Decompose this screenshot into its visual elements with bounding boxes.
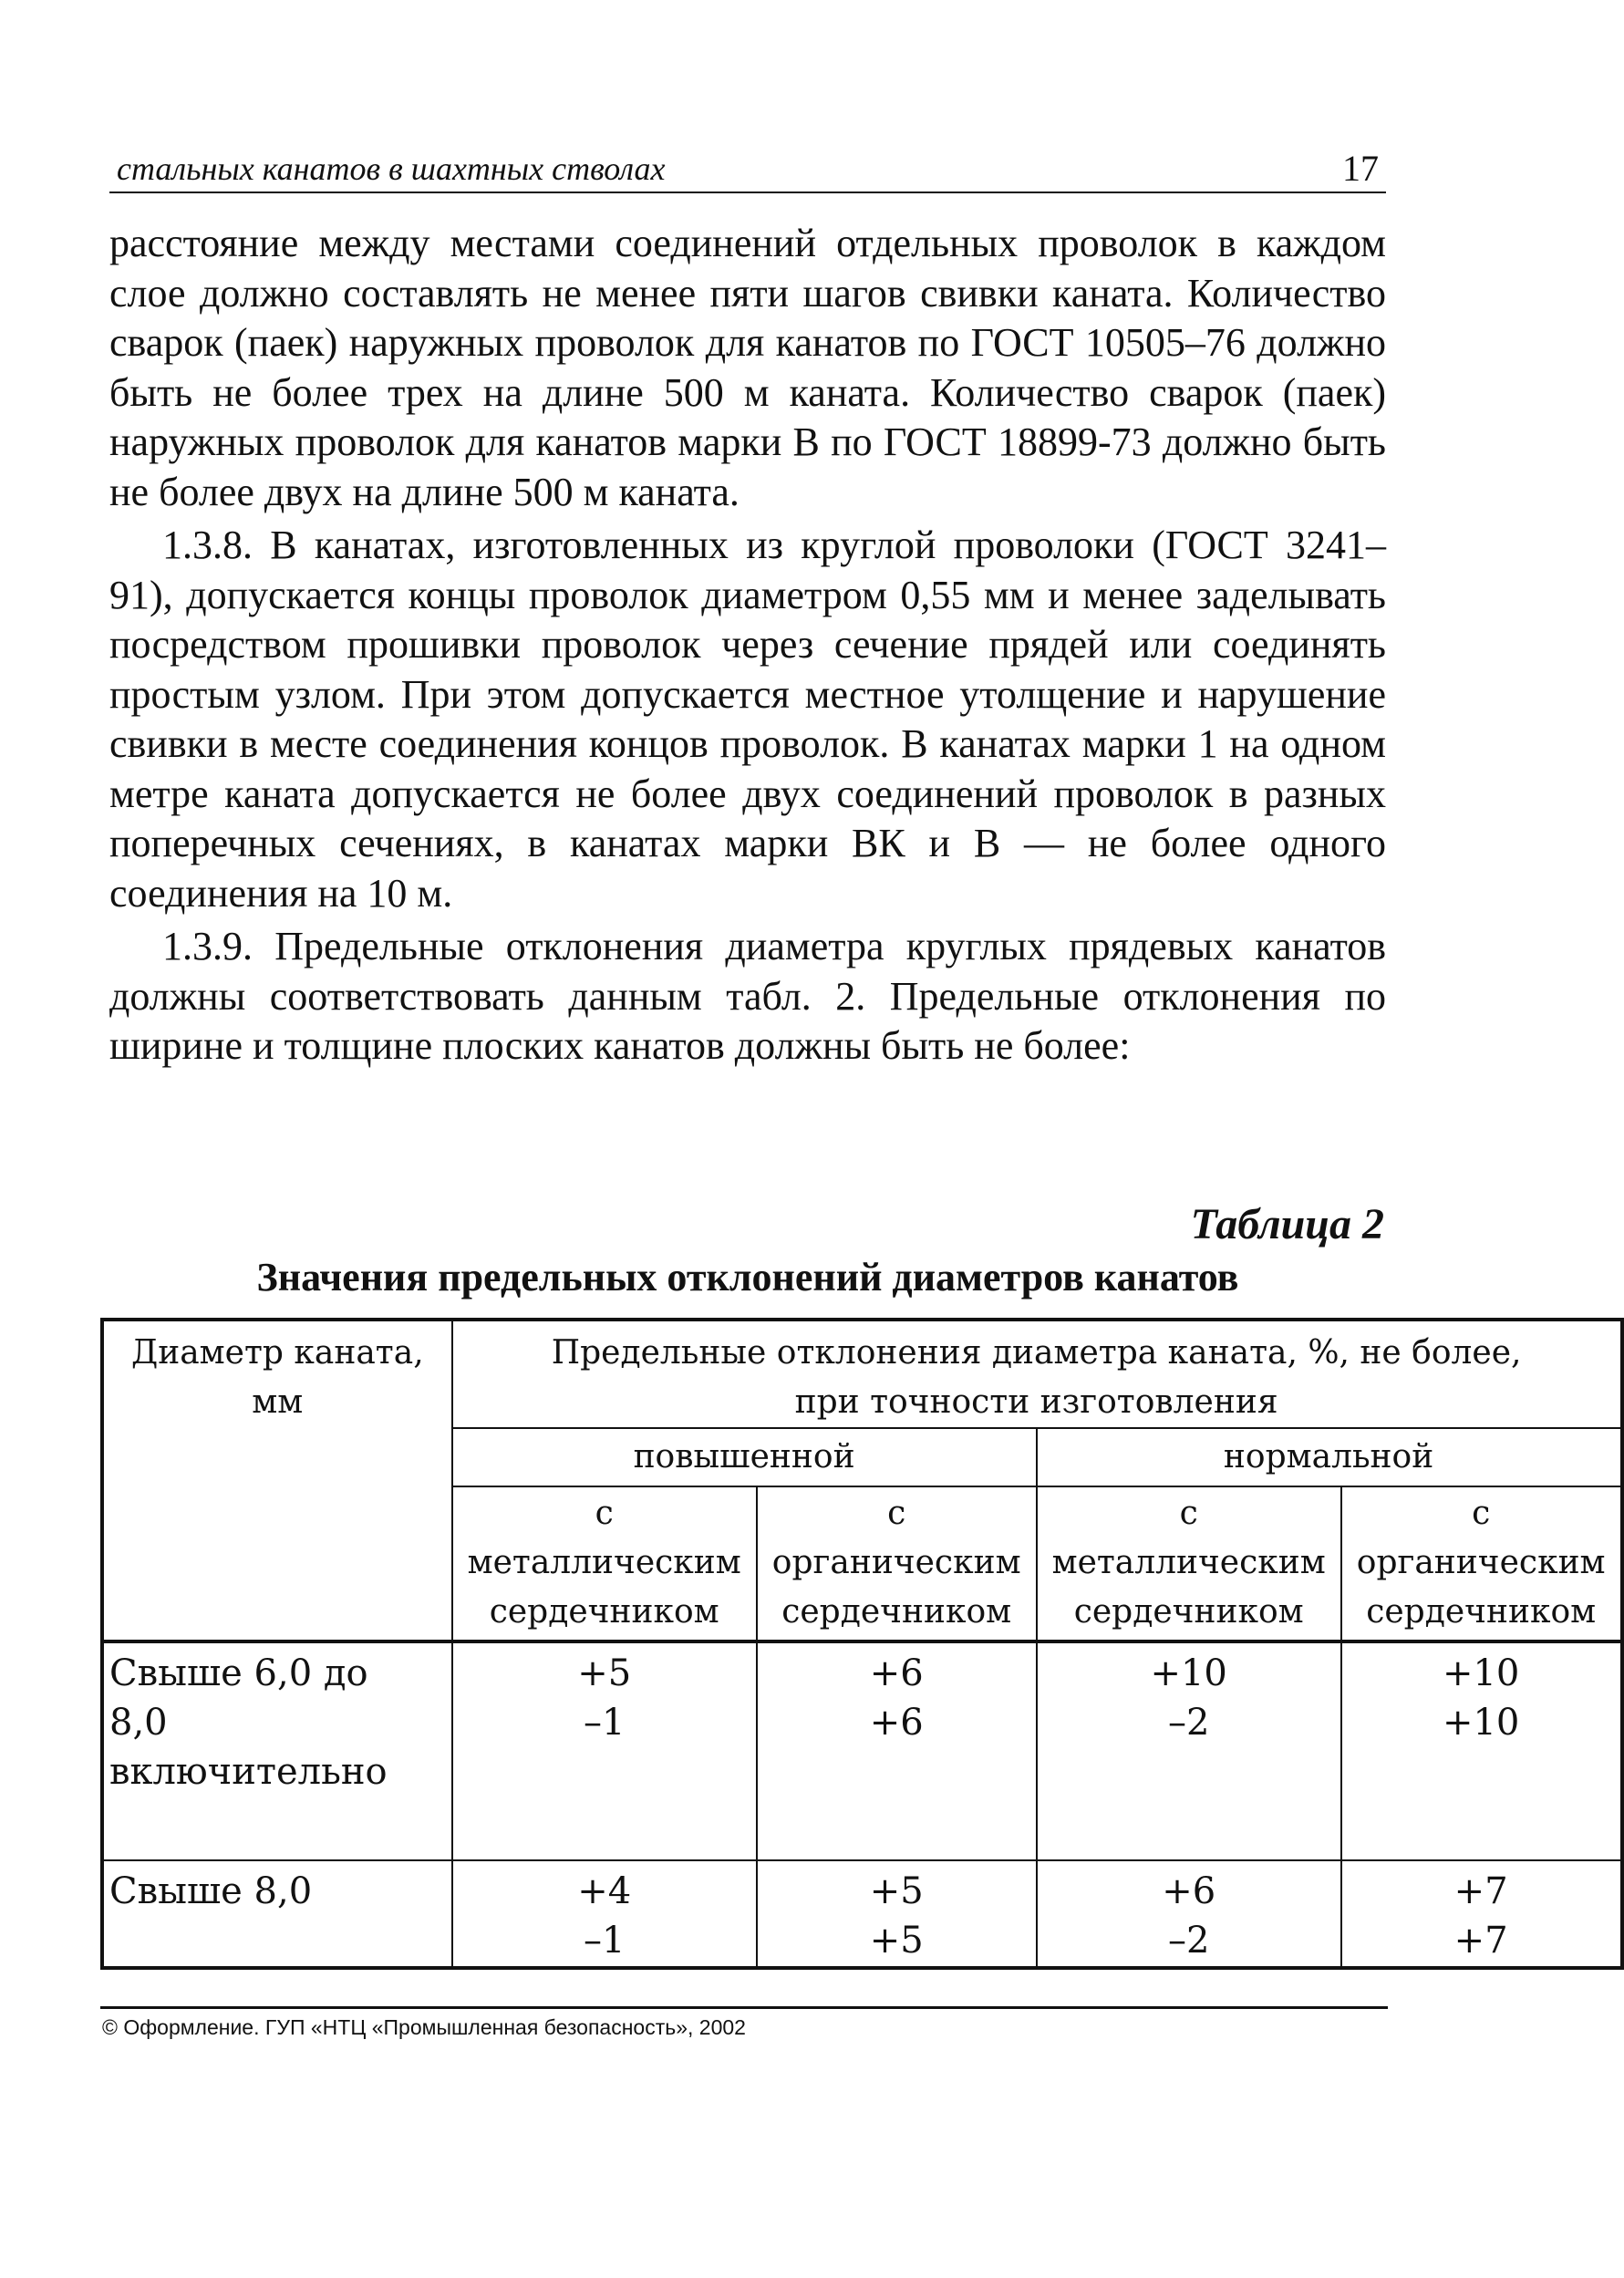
- cell-norm-metal: [1037, 1860, 1341, 1968]
- header-inc-organic: с органическим сердечником: [757, 1486, 1037, 1641]
- deviation-table: [100, 1318, 1624, 1970]
- cell-lower: +10: [1442, 1702, 1520, 1744]
- footer-divider: [100, 2006, 1388, 2009]
- header-group-normal: нормальной: [1037, 1428, 1622, 1486]
- body-text: [109, 219, 1386, 1075]
- cell-inc-metal: [452, 1641, 757, 1860]
- footer-copyright: © Оформление. ГУП «НТЦ «Промышленная безопасность», 2002: [102, 2015, 746, 2039]
- header-norm-organic: с органическим сердечником: [1341, 1486, 1622, 1641]
- table-row: [102, 1641, 1622, 1860]
- cell-upper: +10: [1442, 1652, 1520, 1694]
- cell-upper: +6: [869, 1652, 924, 1694]
- cell-lower: –2: [1167, 1702, 1210, 1744]
- table-title: Значения предельных отклонений диаметров канатов: [256, 1255, 1239, 1299]
- paragraph-1-3-9: 1.3.9. Предельные отклонения диаметра круглых прядевых канатов должны соответствовать данным табл. 2. Предельные отклонения по ширине и толщине плоских канатов должны быть не более:: [109, 924, 1386, 1068]
- header-norm-metal: с металлическим сердечником: [1037, 1486, 1341, 1641]
- cell-lower: +7: [1453, 1920, 1508, 1962]
- header-diameter: Диаметр каната, мм: [102, 1320, 452, 1641]
- paragraph-continuation: расстояние между местами соединений отдельных проволок в каждом слое должно составлять не менее пяти шагов свивки каната. Количество сварок (паек) наружных проволок для канатов по ГОСТ 10505–76 должно быть не более трех на длине 500 м каната. Количество сварок (паек) наружных проволок для канатов марки В по ГОСТ 18899-73 должно быть не более двух на длине 500 м каната.: [109, 221, 1386, 514]
- cell-upper: +5: [577, 1652, 632, 1694]
- cell-inc-metal: [452, 1860, 757, 1968]
- cell-upper: +10: [1150, 1652, 1227, 1694]
- cell-upper: +4: [577, 1870, 632, 1912]
- row-diameter: Свыше 6,0 до 8,0 включительно: [102, 1641, 452, 1860]
- cell-lower: +6: [869, 1702, 924, 1744]
- cell-lower: –2: [1167, 1920, 1210, 1962]
- cell-norm-organic: [1341, 1641, 1622, 1860]
- cell-lower: –1: [583, 1920, 626, 1962]
- header-inc-metal: с металлическим сердечником: [452, 1486, 757, 1641]
- header-main: Предельные отклонения диаметра каната, %, не более, при точности изготовления: [452, 1320, 1622, 1428]
- running-header: [109, 146, 1386, 193]
- row-diameter: Свыше 8,0: [102, 1860, 452, 1968]
- cell-lower: –1: [583, 1702, 626, 1744]
- cell-upper: +5: [869, 1870, 924, 1912]
- cell-norm-metal: [1037, 1641, 1341, 1860]
- cell-upper: +6: [1162, 1870, 1216, 1912]
- table-caption: Таблица 2: [1190, 1200, 1384, 1248]
- cell-lower: +5: [869, 1920, 924, 1962]
- table-row: [102, 1860, 1622, 1968]
- table-header-row: [102, 1320, 1622, 1428]
- cell-upper: +7: [1453, 1870, 1508, 1912]
- cell-inc-organic: [757, 1641, 1037, 1860]
- cell-inc-organic: [757, 1860, 1037, 1968]
- running-title: стальных канатов в шахтных стволах: [117, 150, 666, 187]
- page-number: 17: [1342, 148, 1379, 189]
- cell-norm-organic: [1341, 1860, 1622, 1968]
- paragraph-1-3-8: 1.3.8. В канатах, изготовленных из круглой проволоки (ГОСТ 3241–91), допускается концы проволок диаметром 0,55 мм и менее заделывать посредством прошивки проволок через сечение прядей или соединять простым узлом. При этом допускается местное утолщение и нарушение свивки в месте соединения концов проволок. В канатах марки 1 на одном метре каната допускается не более двух соединений проволок в разных поперечных сечениях, в канатах марки ВК и В — не более одного соединения на 10 м.: [109, 523, 1386, 916]
- header-group-increased: повышенной: [452, 1428, 1037, 1486]
